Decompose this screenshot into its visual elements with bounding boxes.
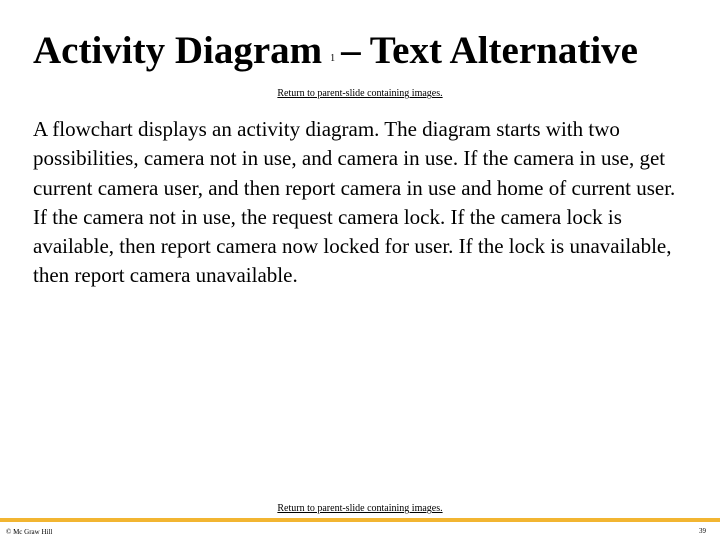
slide-title <box>33 26 693 86</box>
title-superscript: 1 <box>330 53 336 64</box>
title-main: Activity Diagram <box>33 29 323 72</box>
text-alternative-body: A flowchart displays an activity diagram. The diagram starts with two possibilities, camera not in use, and camera in use. If the camera in use, get current camera user, and then report camera in use and home of current user. If the camera not in use, the request camera lock. If the camera lock is available, then report camera now locked for user. If the lock is unavailable, then report camera unavailable. <box>33 117 676 288</box>
return-link-bottom[interactable]: Return to parent-slide containing images. <box>277 503 443 514</box>
footer-accent-bar <box>0 518 720 522</box>
title-subtitle: – Text Alternative <box>341 29 638 72</box>
return-link-top[interactable]: Return to parent-slide containing images. <box>277 88 443 99</box>
footer-copyright: © Mc Graw Hill <box>6 528 53 536</box>
page-number: 39 <box>699 527 706 535</box>
